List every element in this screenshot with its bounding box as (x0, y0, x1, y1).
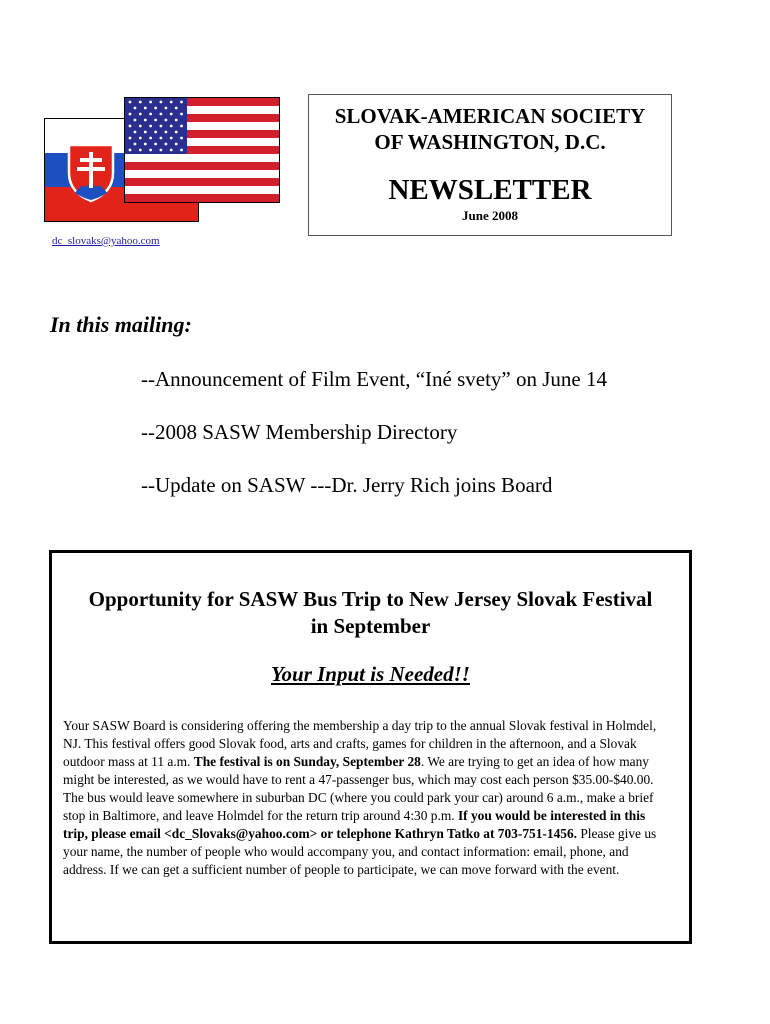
notice-subtitle: Your Input is Needed!! (271, 662, 470, 686)
mailing-item: --Update on SASW ---Dr. Jerry Rich joins Board (141, 473, 553, 497)
us-flag-icon (124, 97, 280, 203)
notice-body: Your SASW Board is considering offering the membership a day trip to the annual Slovak festival in Holmdel, NJ. This festival offers good Slovak food, arts and crafts, games for children in the afternoon, and a Slovak outdoor mass at 11 a.m. The festival is on Sunday, September 28. We are trying to get an idea of how many might be interested, as we would have to rent a 47-passenger bus, which may cost each person $35.00-$40.00. The bus would leave somewhere in suburban DC (where you could park your car) around 6 a.m., make a brief stop in Baltimore, and leave Holmdel for the return trip around 4:30 p.m. If you would be interested in this trip, please email <dc_Slovaks@yahoo.com> or telephone Kathryn Tatko at 703-751-1456. Please give us your name, the number of people who would accompany you, and contact information: email, phone, and address. If we can get a sufficient number of people to participate, we can move forward with the event. (63, 718, 657, 877)
email-link[interactable]: dc_slovaks@yahoo.com (52, 235, 160, 247)
mailing-heading: In this mailing: (50, 312, 192, 337)
newsletter-date: June 2008 (462, 208, 518, 223)
slovak-coat-of-arms-icon (67, 143, 115, 203)
mailing-list (141, 366, 607, 525)
notice-title: Opportunity for SASW Bus Trip to New Jersey Slovak Festival in September (88, 587, 653, 638)
mailing-item: --2008 SASW Membership Directory (141, 420, 458, 444)
bus-trip-notice (49, 550, 692, 944)
mailing-item: --Announcement of Film Event, “Iné svety” on June 14 (141, 367, 607, 391)
newsletter-header (308, 94, 672, 236)
flags-graphic (44, 97, 280, 221)
newsletter-title: NEWSLETTER (388, 174, 592, 206)
organization-name: SLOVAK-AMERICAN SOCIETY OF WASHINGTON, D.C. (334, 104, 646, 154)
